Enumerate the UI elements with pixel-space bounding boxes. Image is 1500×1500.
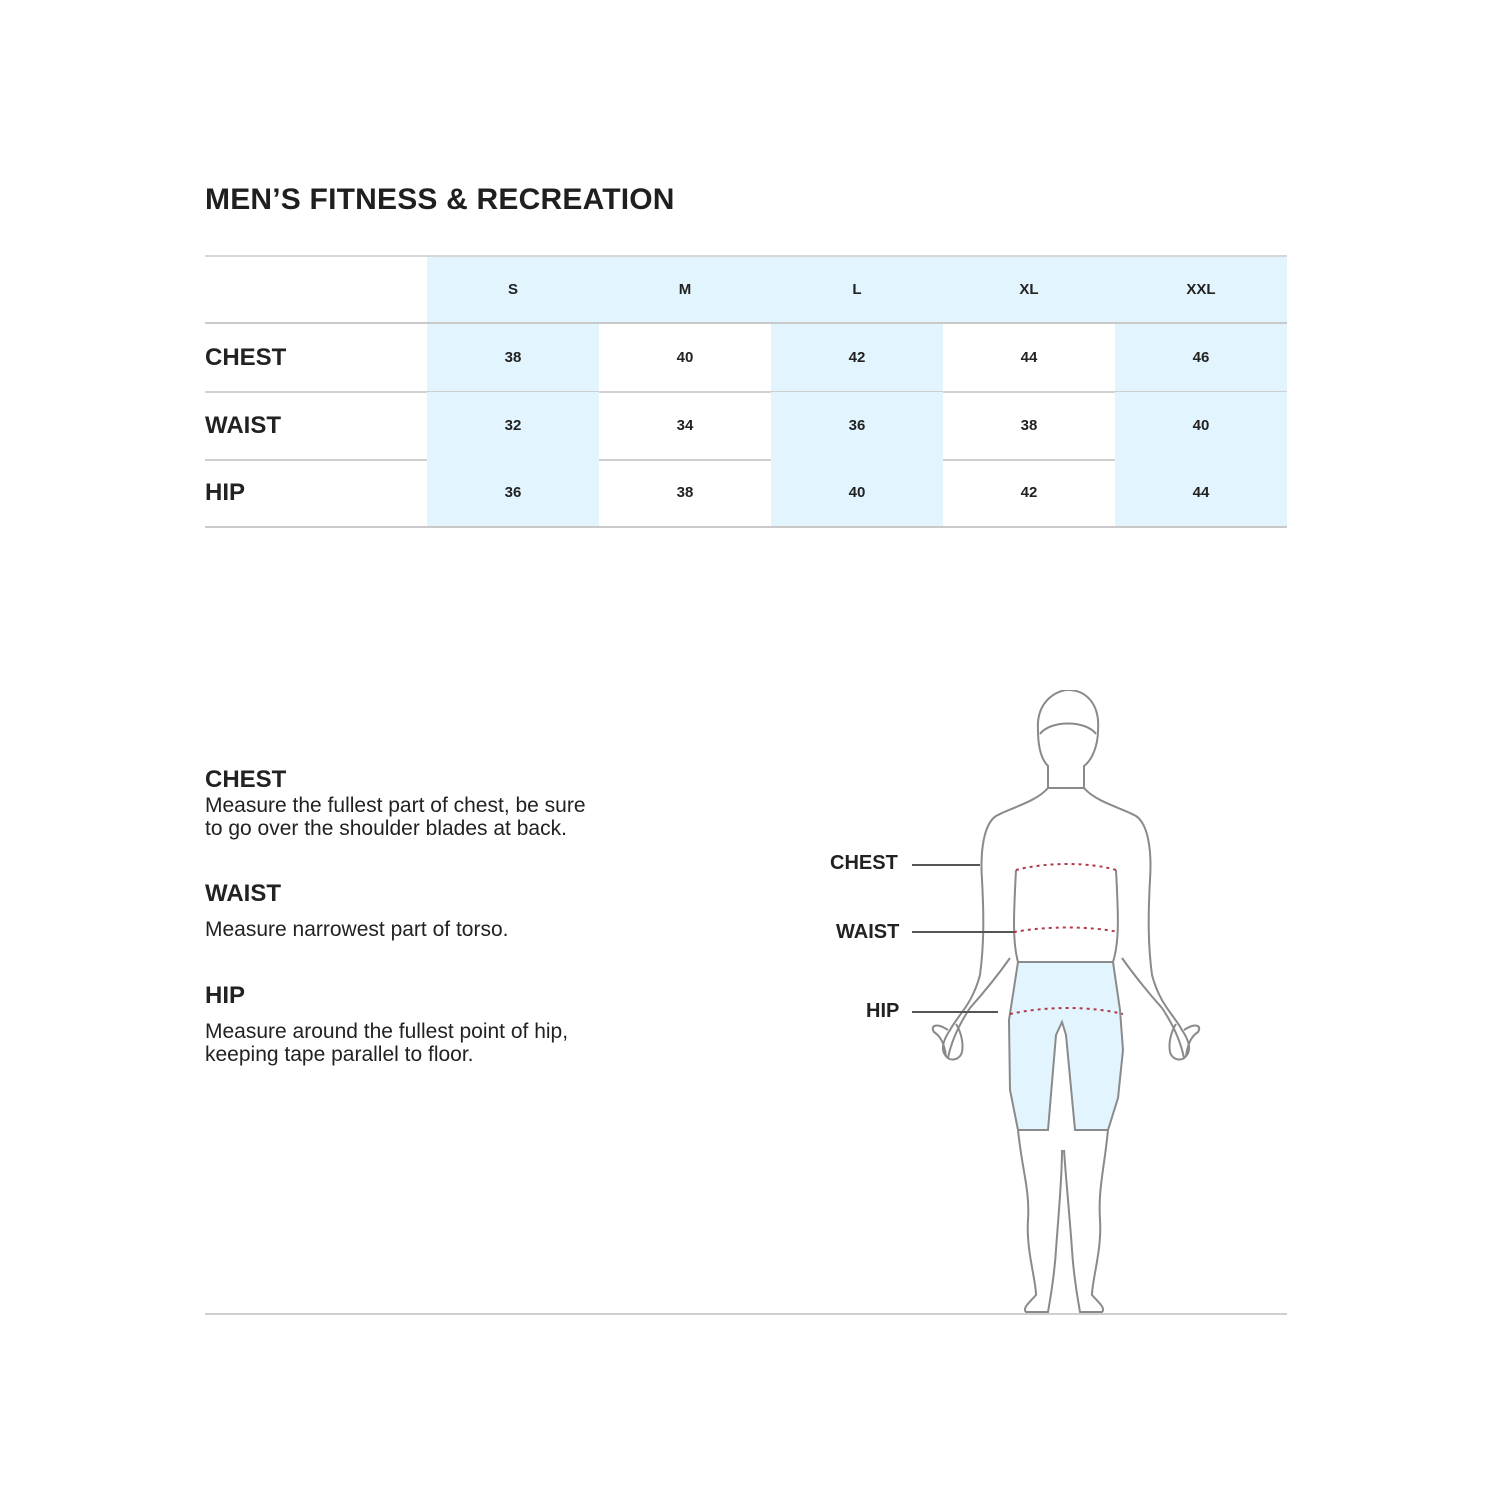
table-cell: 38 [676, 484, 694, 501]
guide-chest [205, 766, 586, 840]
guide-chest-text-line1: Measure the fullest part of chest, be sure [205, 794, 586, 817]
row-label-waist: WAIST [205, 411, 281, 439]
figure-label-waist: WAIST [836, 921, 900, 943]
table-cell: 40 [771, 459, 943, 526]
table-cell: 40 [676, 349, 694, 366]
right-hand-shape [1169, 1024, 1199, 1059]
waist-tape-line [1014, 928, 1118, 933]
figure-label-chest: CHEST [830, 852, 898, 874]
chest-tape-line [1016, 864, 1116, 870]
body-measurement-figure [800, 690, 1240, 1330]
table-cell: 38 [1020, 417, 1038, 434]
table-cell: 38 [427, 324, 599, 391]
legs-outline [1018, 1130, 1108, 1312]
shorts-shape [1009, 962, 1123, 1130]
row-label-hip: HIP [205, 478, 246, 506]
size-header-l: L [771, 257, 943, 322]
figure-label-hip: HIP [866, 1000, 900, 1022]
guide-hip-text-line1: Measure around the fullest point of hip, [205, 1020, 569, 1043]
guide-chest-heading: CHEST [205, 766, 287, 793]
size-chart-table [205, 255, 1287, 527]
guide-waist-heading: WAIST [205, 880, 281, 907]
page-title: MEN’S FITNESS & RECREATION [205, 183, 675, 216]
table-row-chest [205, 324, 1287, 393]
guide-waist [205, 880, 508, 941]
table-cell: 42 [771, 324, 943, 391]
table-row-waist [205, 392, 1287, 461]
table-cell: 46 [1115, 324, 1287, 391]
size-header-xl: XL [943, 257, 1115, 322]
table-cell: 34 [676, 417, 694, 434]
bottom-divider [205, 1313, 1287, 1315]
table-cell: 44 [1020, 349, 1038, 366]
guide-hip-text-line2: keeping tape parallel to floor. [205, 1043, 474, 1066]
table-cell: 44 [1115, 459, 1287, 526]
cap-line [1040, 724, 1096, 735]
table-cell: 32 [427, 392, 599, 459]
table-row-hip [205, 459, 1287, 528]
table-cell: 42 [1020, 484, 1038, 501]
row-label-chest: CHEST [205, 343, 287, 371]
guide-hip-heading: HIP [205, 982, 246, 1009]
guide-hip [205, 982, 568, 1066]
table-cell: 40 [1115, 392, 1287, 459]
size-header-m: M [599, 257, 771, 322]
head-shape [1038, 690, 1098, 788]
size-header-row [205, 257, 1287, 324]
left-hand-shape [933, 1024, 963, 1059]
size-header-s: S [427, 257, 599, 322]
human-body-outline [800, 690, 1240, 1330]
size-header-xxl: XXL [1115, 257, 1287, 322]
table-cell: 36 [427, 459, 599, 526]
guide-waist-text: Measure narrowest part of torso. [205, 918, 509, 941]
torso-sides [1014, 870, 1118, 962]
guide-chest-text-line2: to go over the shoulder blades at back. [205, 817, 567, 840]
table-cell: 36 [771, 392, 943, 459]
